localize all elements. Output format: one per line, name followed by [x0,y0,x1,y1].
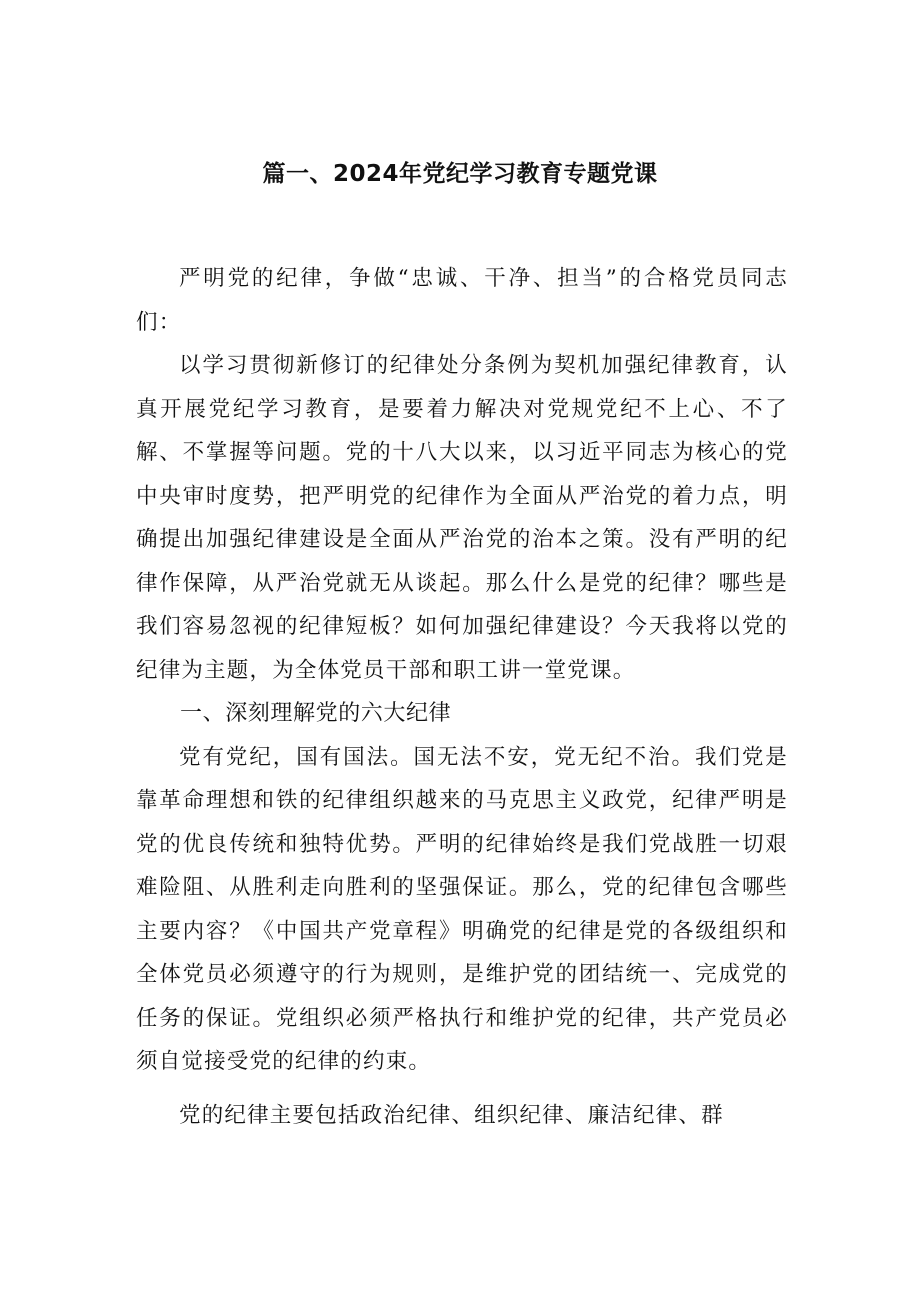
body-paragraph: 党的纪律主要包括政治纪律、组织纪律、廉洁纪律、群 [179,1102,724,1128]
document-body [136,257,788,1137]
document-title: 篇一、2024年党纪学习教育专题党课 [262,161,658,187]
section-heading: 一、深刻理解党的六大纪律 [180,701,452,726]
intro-paragraph: 以学习贯彻新修订的纪律处分条例为契机加强纪律教育，认真开展党纪学习教育，是要着力解决对党规党纪不上心、不了解、不掌握等问题。党的十八大以来，以习近平同志为核心的党中央审时度势，把严明党的纪律作为全面从严治党的着力点，明确提出加强纪律建设是全面从严治党的治本之策。没有严明的纪律作保障，从严治党就无从谈起。那么什么是党的纪律？哪些是我们容易忽视的纪律短板？如何加强纪律建设？今天我将以党的纪律为主题，为全体党员干部和职工讲一堂党课。 [136,353,788,683]
salutation-paragraph: 严明党的纪律，争做“忠诚、干净、担当”的合格党员同志们： [136,266,788,335]
body-paragraph: 党有党纪，国有国法。国无法不安，党无纪不治。我们党是靠革命理想和铁的纪律组织越来的马克思主义政党，纪律严明是党的优良传统和独特优势。严明的纪律始终是我们党战胜一切艰难险阻、从胜利走向胜利的坚强保证。那么，党的纪律包含哪些主要内容？《中国共产党章程》明确党的纪律是党的各级组织和全体党员必须遵守的行为规则，是维护党的团结统一、完成党的任务的保证。党组织必须严格执行和维护党的纪律，共产党员必须自觉接受党的纪律的约束。 [136,744,788,1074]
